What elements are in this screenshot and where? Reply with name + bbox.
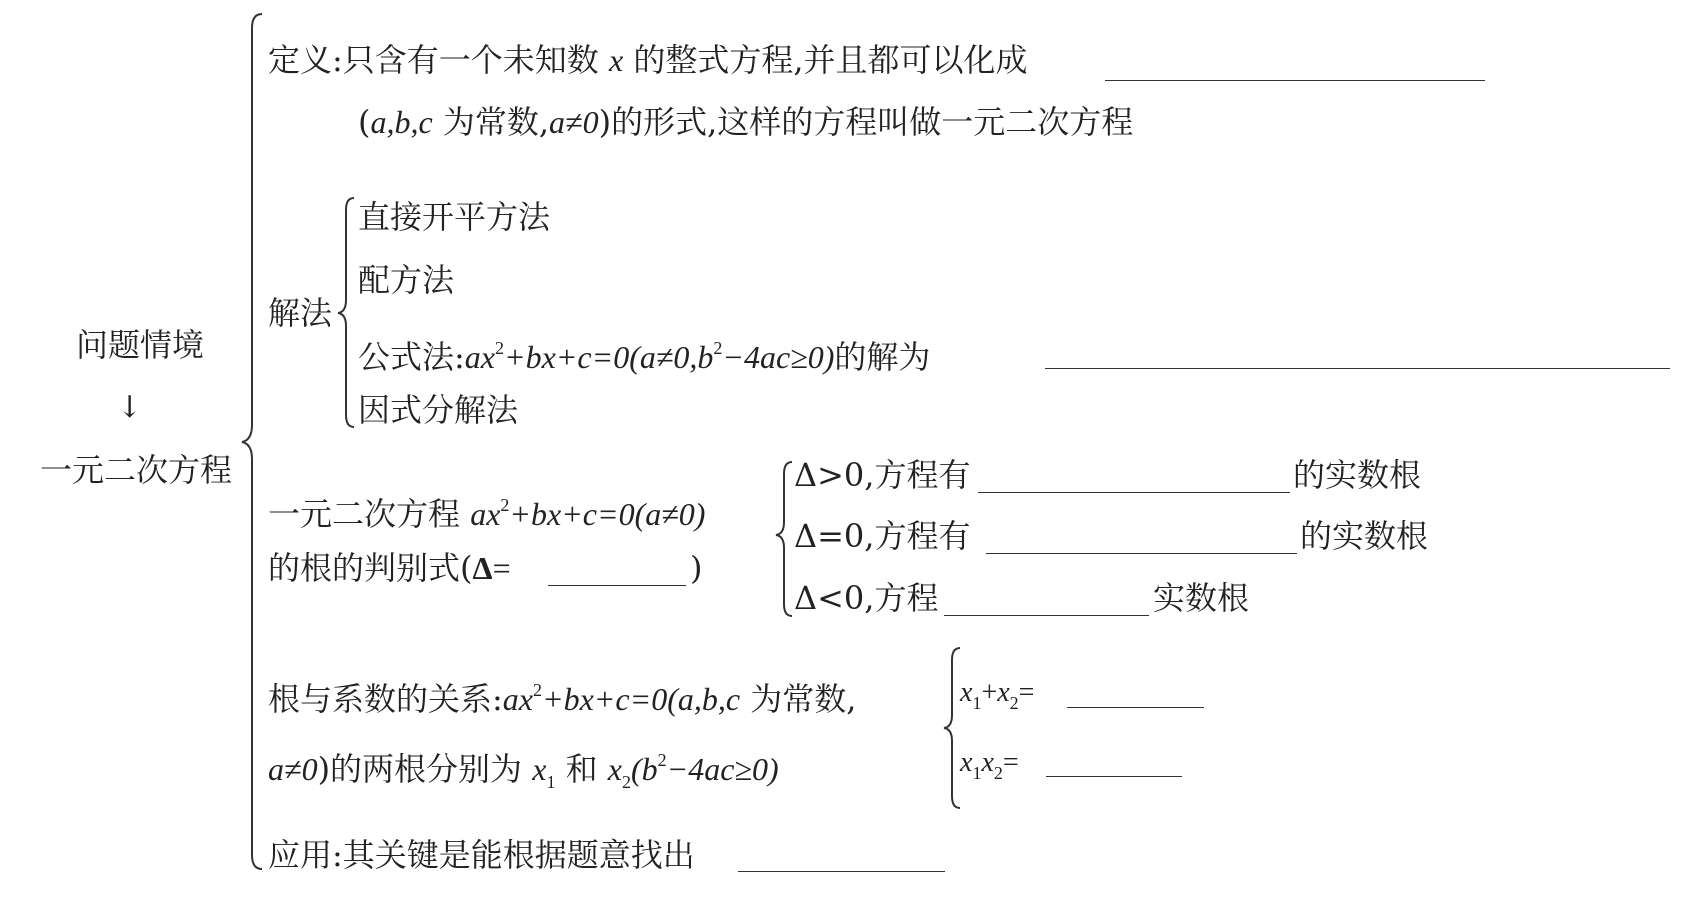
vieta-product: $x_1x_2=$ — [960, 747, 1019, 783]
discriminant-close: ) — [690, 549, 703, 587]
method-item: 配方法 — [358, 261, 455, 299]
definition-line-2: (a,b,c 为常数,a≠0)的形式,这样的方程叫做一元二次方程 — [358, 103, 1134, 141]
root-top-label: 问题情境 — [76, 326, 205, 364]
definition-line-1: 定义:只含有一个未知数 x 的整式方程,并且都可以化成 — [268, 41, 1028, 79]
discriminant-line-1: 一元二次方程 $ax^2+bx+c=0(a\ne 0)$ — [268, 495, 706, 533]
method-item: 因式分解法 — [358, 391, 519, 429]
discriminant-brace — [776, 462, 792, 616]
vieta-line-2: a≠0)的两根分别为 $x_1$ 和 $x_2(b^2-4ac\ge 0)$ — [268, 750, 779, 792]
case-zero-suffix: 的实数根 — [1300, 517, 1429, 555]
application-blank[interactable] — [738, 871, 945, 872]
discriminant-blank[interactable] — [548, 585, 686, 586]
vieta-sum: $x_1+x_2=$ — [960, 677, 1035, 713]
vieta-line-1: 根与系数的关系$:ax^2+bx+c=0(a,b,c$ 为常数, — [268, 680, 857, 718]
vieta-sum-blank[interactable] — [1067, 707, 1204, 708]
case-zero: Δ=0,方程有 — [794, 517, 971, 555]
methods-label: 解法 — [268, 294, 333, 332]
case-positive-blank[interactable] — [978, 492, 1290, 493]
case-positive-suffix: 的实数根 — [1293, 456, 1422, 494]
case-negative-blank[interactable] — [944, 615, 1149, 616]
vieta-brace — [944, 648, 960, 808]
vieta-product-blank[interactable] — [1046, 776, 1182, 777]
root-bottom-label: 一元二次方程 — [40, 451, 233, 489]
case-positive: Δ>0,方程有 — [794, 456, 971, 494]
case-zero-blank[interactable] — [986, 553, 1297, 554]
definition-blank[interactable] — [1105, 80, 1485, 81]
formula-solution-blank[interactable] — [1045, 368, 1670, 369]
down-arrow-icon: ↓ — [117, 390, 143, 425]
application-text: 应用:其关键是能根据题意找出 — [268, 836, 695, 874]
case-negative: Δ<0,方程 — [794, 579, 939, 617]
case-negative-suffix: 实数根 — [1153, 579, 1250, 617]
methods-brace — [338, 198, 354, 427]
method-item-formula: 公式法$:ax^2+bx+c=0(a\ne 0,b^2-4ac\ge 0)$的解为 — [358, 338, 931, 376]
method-item: 直接开平方法 — [358, 198, 551, 236]
main-brace — [242, 14, 262, 869]
discriminant-line-2: 的根的判别式(Δ= — [268, 549, 511, 587]
